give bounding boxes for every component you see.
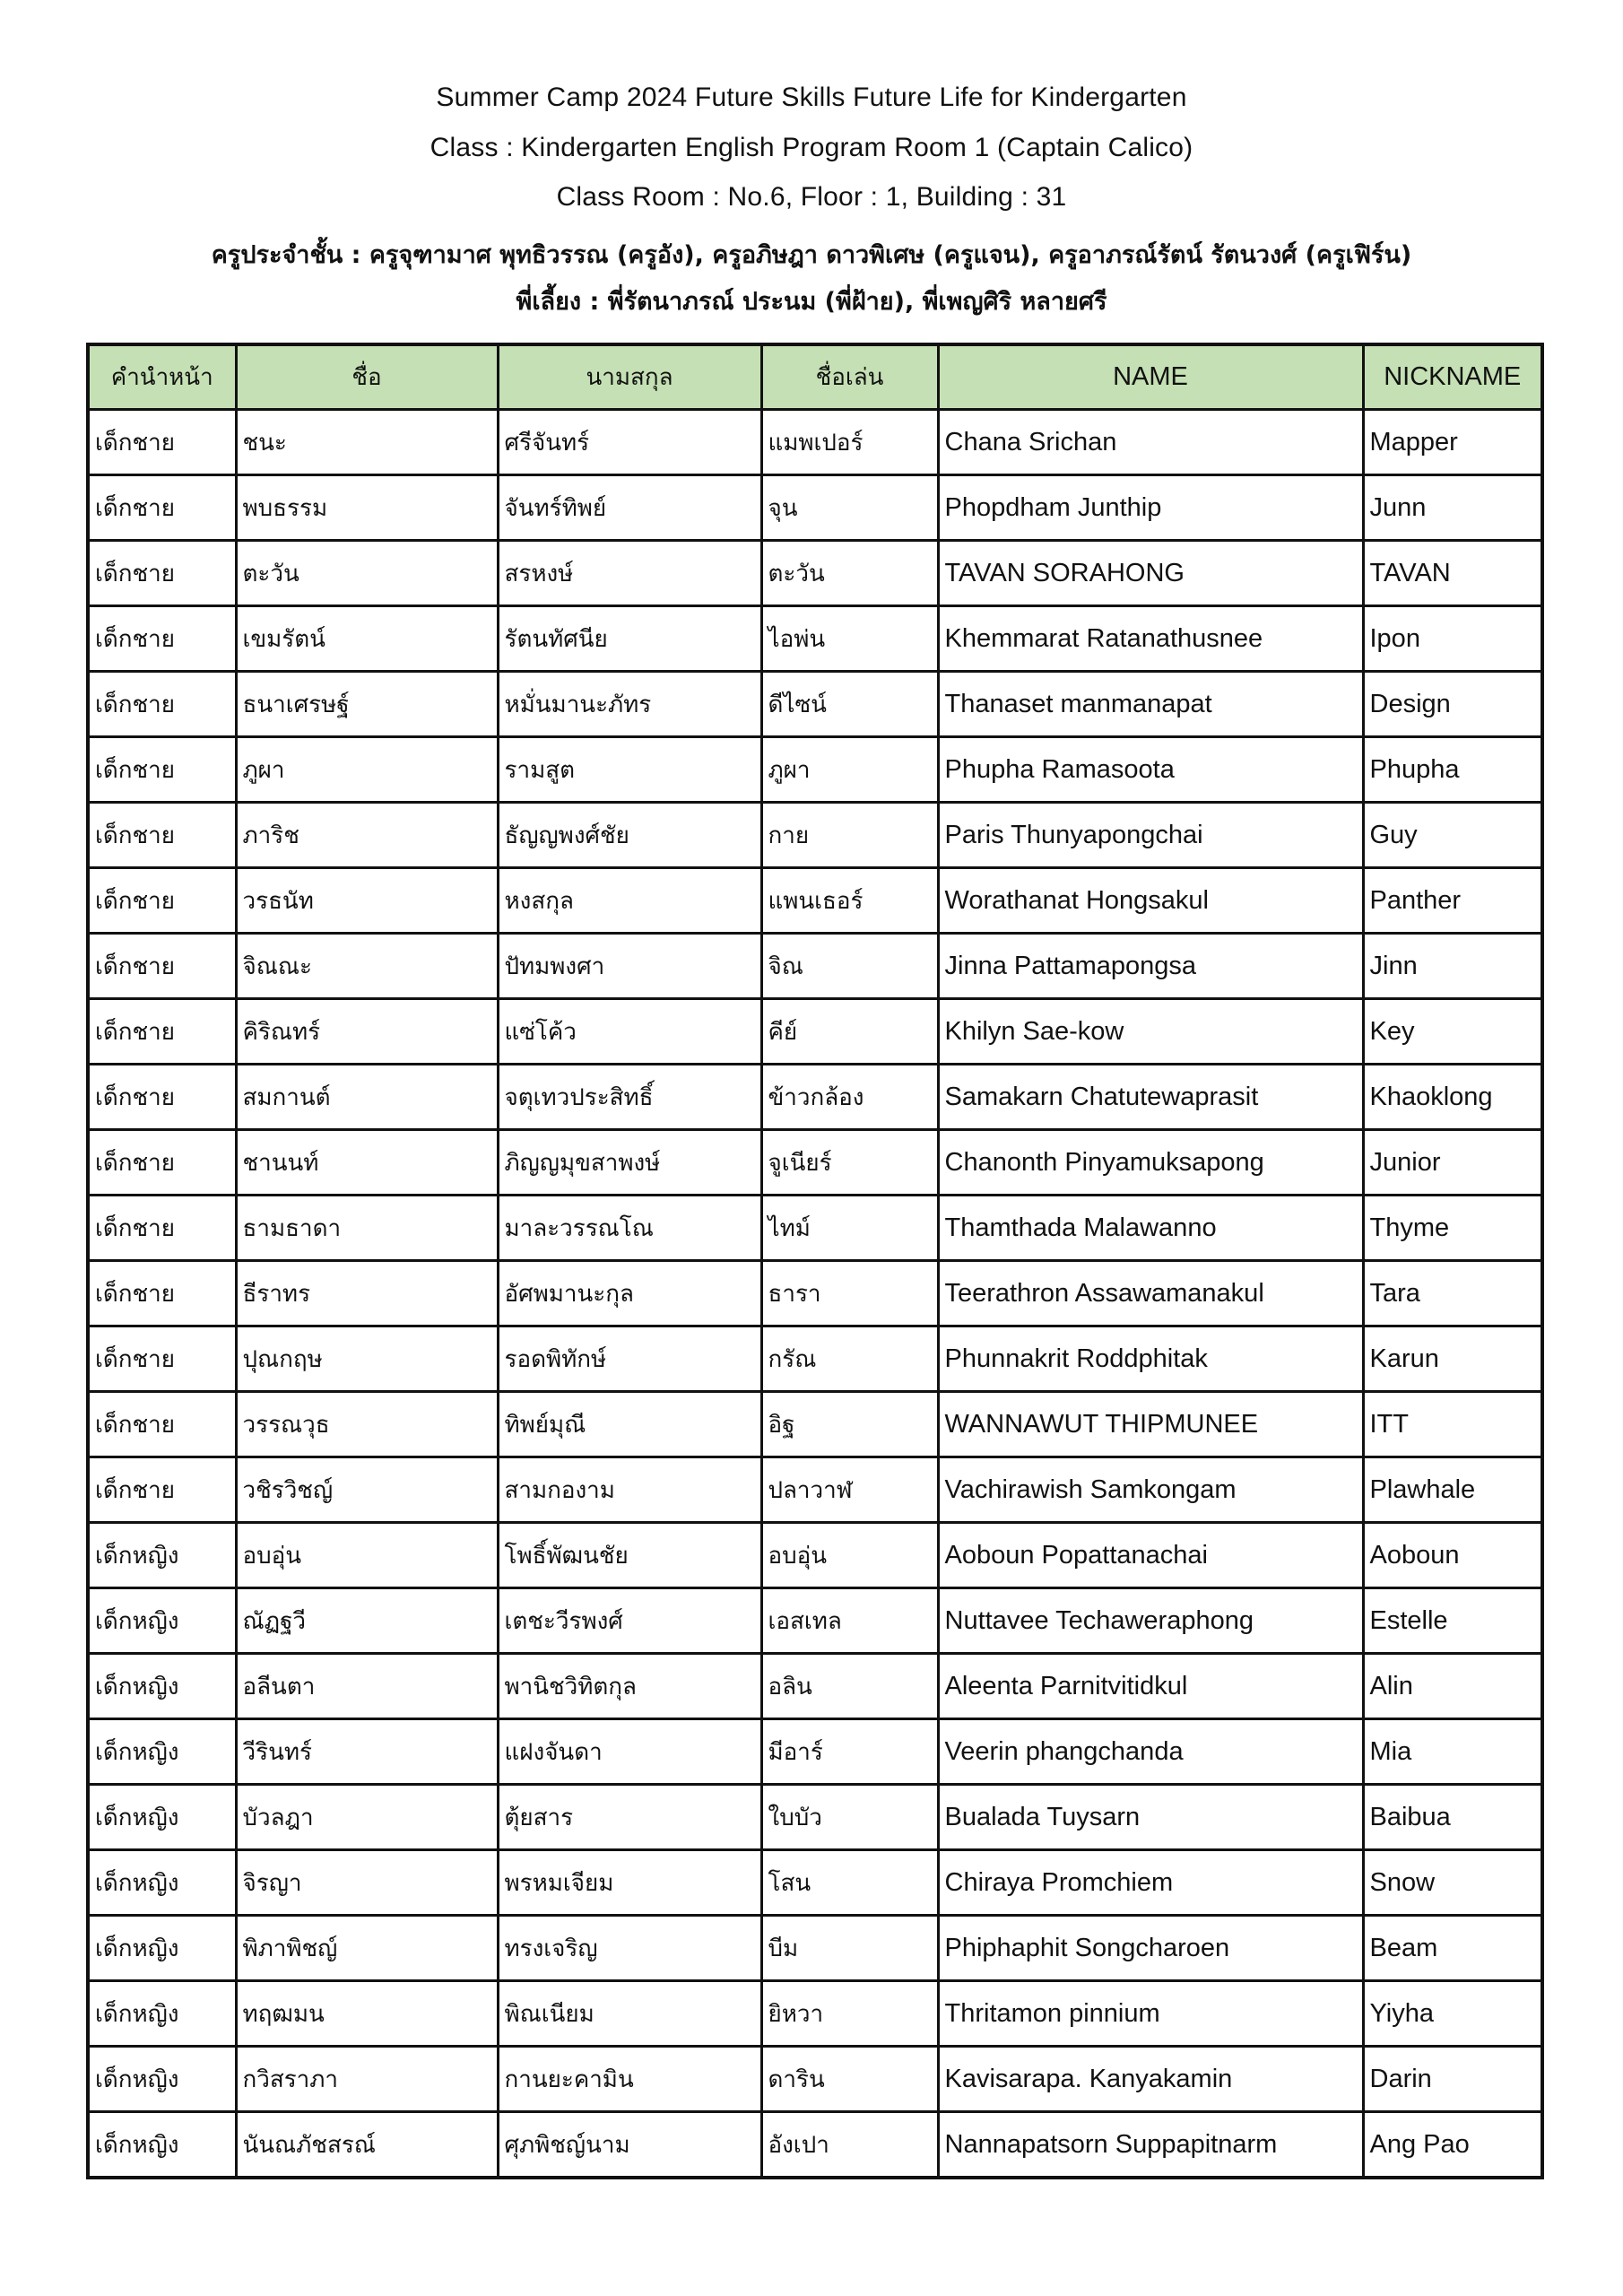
cell-nickname: Mapper	[1363, 410, 1542, 475]
table-row	[88, 1196, 1542, 1261]
cell-surname: กานยะคามิน	[498, 2047, 761, 2112]
cell-prefix: เด็กหญิง	[88, 1850, 236, 1916]
cell-thai-nickname: ปลาวาฬ	[761, 1457, 938, 1523]
cell-name: Phupha Ramasoota	[938, 737, 1363, 803]
cell-surname: พิณเนียม	[498, 1981, 761, 2047]
cell-prefix: เด็กชาย	[88, 672, 236, 737]
cell-first-name: จิรญา	[236, 1850, 498, 1916]
cell-first-name: อลีนตา	[236, 1654, 498, 1719]
cell-nickname: Guy	[1363, 803, 1542, 868]
cell-nickname: Alin	[1363, 1654, 1542, 1719]
cell-nickname: TAVAN	[1363, 541, 1542, 606]
column-header-first-name: ชื่อ	[236, 344, 498, 410]
cell-prefix: เด็กชาย	[88, 1130, 236, 1196]
cell-surname: ตุ้ยสาร	[498, 1785, 761, 1850]
table-row	[88, 1719, 1542, 1785]
cell-name: Phunnakrit Roddphitak	[938, 1326, 1363, 1392]
cell-nickname: Ipon	[1363, 606, 1542, 672]
table-row	[88, 1588, 1542, 1654]
table-row	[88, 934, 1542, 999]
cell-surname: แซ่โค้ว	[498, 999, 761, 1065]
cell-prefix: เด็กหญิง	[88, 1523, 236, 1588]
cell-name: TAVAN SORAHONG	[938, 541, 1363, 606]
cell-surname: ทิพย์มุณี	[498, 1392, 761, 1457]
cell-first-name: ชานนท์	[236, 1130, 498, 1196]
cell-surname: พานิชวิทิตกุล	[498, 1654, 761, 1719]
cell-first-name: วีรินทร์	[236, 1719, 498, 1785]
cell-surname: ภิญญมุขสาพงษ์	[498, 1130, 761, 1196]
cell-surname: รามสูต	[498, 737, 761, 803]
cell-first-name: นันณภัชสรณ์	[236, 2112, 498, 2179]
cell-nickname: Khaoklong	[1363, 1065, 1542, 1130]
cell-name: Chana Srichan	[938, 410, 1363, 475]
cell-first-name: วรธนัท	[236, 868, 498, 934]
cell-name: WANNAWUT THIPMUNEE	[938, 1392, 1363, 1457]
cell-name: Kavisarapa. Kanyakamin	[938, 2047, 1363, 2112]
cell-thai-nickname: จุน	[761, 475, 938, 541]
cell-name: Thamthada Malawanno	[938, 1196, 1363, 1261]
cell-first-name: คิริณทร์	[236, 999, 498, 1065]
table-row	[88, 672, 1542, 737]
cell-thai-nickname: จูเนียร์	[761, 1130, 938, 1196]
classroom-line: Class Room : No.6, Floor : 1, Building : 31	[556, 182, 1067, 212]
cell-surname: หมั่นมานะภัทร	[498, 672, 761, 737]
table-row	[88, 803, 1542, 868]
homeroom-teachers-line: ครูประจำชั้น : ครูจุฑามาศ พุทธิวรรณ (ครูอัง), ครูอภิษฎา ดาวพิเศษ (ครูแจน), ครูอาภรณ์รัตน์ รัตนวงศ์ (ครูเฟิร์น)	[211, 241, 1412, 269]
cell-prefix: เด็กหญิง	[88, 1654, 236, 1719]
table-row	[88, 868, 1542, 934]
cell-thai-nickname: บีม	[761, 1916, 938, 1981]
cell-surname: สรหงษ์	[498, 541, 761, 606]
cell-nickname: Darin	[1363, 2047, 1542, 2112]
cell-nickname: Junn	[1363, 475, 1542, 541]
cell-thai-nickname: ข้าวกล้อง	[761, 1065, 938, 1130]
cell-thai-nickname: อบอุ่น	[761, 1523, 938, 1588]
cell-name: Khilyn Sae-kow	[938, 999, 1363, 1065]
cell-nickname: Aoboun	[1363, 1523, 1542, 1588]
cell-thai-nickname: ธารา	[761, 1261, 938, 1326]
column-header-nickname: NICKNAME	[1363, 344, 1542, 410]
cell-surname: จตุเทวประสิทธิ์	[498, 1065, 761, 1130]
cell-prefix: เด็กชาย	[88, 1261, 236, 1326]
cell-nickname: Plawhale	[1363, 1457, 1542, 1523]
cell-prefix: เด็กหญิง	[88, 1588, 236, 1654]
cell-prefix: เด็กชาย	[88, 410, 236, 475]
cell-prefix: เด็กชาย	[88, 541, 236, 606]
cell-nickname: Beam	[1363, 1916, 1542, 1981]
cell-prefix: เด็กชาย	[88, 1196, 236, 1261]
cell-thai-nickname: ไอพ่น	[761, 606, 938, 672]
cell-name: Jinna Pattamapongsa	[938, 934, 1363, 999]
cell-thai-nickname: แพนเธอร์	[761, 868, 938, 934]
cell-thai-nickname: อังเปา	[761, 2112, 938, 2179]
cell-thai-nickname: อลิน	[761, 1654, 938, 1719]
table-row	[88, 1850, 1542, 1916]
table-row	[88, 541, 1542, 606]
cell-surname: จันทร์ทิพย์	[498, 475, 761, 541]
cell-first-name: สมกานต์	[236, 1065, 498, 1130]
cell-nickname: Yiyha	[1363, 1981, 1542, 2047]
cell-prefix: เด็กหญิง	[88, 1785, 236, 1850]
table-row	[88, 1065, 1542, 1130]
cell-first-name: จิณณะ	[236, 934, 498, 999]
cell-name: Aoboun Popattanachai	[938, 1523, 1363, 1588]
cell-surname: รอดพิทักษ์	[498, 1326, 761, 1392]
table-row	[88, 1785, 1542, 1850]
cell-prefix: เด็กชาย	[88, 999, 236, 1065]
cell-thai-nickname: แมพเปอร์	[761, 410, 938, 475]
table-row	[88, 410, 1542, 475]
table-row	[88, 606, 1542, 672]
table-row	[88, 1654, 1542, 1719]
cell-first-name: ปุณกฤษ	[236, 1326, 498, 1392]
table-row	[88, 1916, 1542, 1981]
cell-thai-nickname: คีย์	[761, 999, 938, 1065]
cell-first-name: เขมรัตน์	[236, 606, 498, 672]
cell-prefix: เด็กชาย	[88, 868, 236, 934]
cell-thai-nickname: อิฐ	[761, 1392, 938, 1457]
cell-first-name: ชนะ	[236, 410, 498, 475]
cell-prefix: เด็กชาย	[88, 1326, 236, 1392]
cell-first-name: ณัฏฐวี	[236, 1588, 498, 1654]
cell-prefix: เด็กชาย	[88, 606, 236, 672]
cell-nickname: Key	[1363, 999, 1542, 1065]
cell-first-name: วชิรวิชญ์	[236, 1457, 498, 1523]
table-row	[88, 1981, 1542, 2047]
cell-thai-nickname: โสน	[761, 1850, 938, 1916]
cell-nickname: Design	[1363, 672, 1542, 737]
cell-thai-nickname: มีอาร์	[761, 1719, 938, 1785]
cell-surname: ทรงเจริญ	[498, 1916, 761, 1981]
table-row	[88, 737, 1542, 803]
student-roster-table	[86, 343, 1544, 2179]
cell-nickname: Snow	[1363, 1850, 1542, 1916]
cell-name: Worathanat Hongsakul	[938, 868, 1363, 934]
cell-thai-nickname: จิณ	[761, 934, 938, 999]
cell-nickname: Ang Pao	[1363, 2112, 1542, 2179]
cell-thai-nickname: ยิหวา	[761, 1981, 938, 2047]
column-header-surname: นามสกุล	[498, 344, 761, 410]
cell-nickname: Baibua	[1363, 1785, 1542, 1850]
table-row	[88, 1261, 1542, 1326]
cell-first-name: ตะวัน	[236, 541, 498, 606]
table-row	[88, 475, 1542, 541]
cell-surname: หงสกุล	[498, 868, 761, 934]
cell-name: Teerathron Assawamanakul	[938, 1261, 1363, 1326]
table-row	[88, 1523, 1542, 1588]
cell-name: Chanonth Pinyamuksapong	[938, 1130, 1363, 1196]
cell-name: Veerin phangchanda	[938, 1719, 1363, 1785]
cell-surname: ปัทมพงศา	[498, 934, 761, 999]
cell-first-name: บัวลฎา	[236, 1785, 498, 1850]
cell-prefix: เด็กหญิง	[88, 2047, 236, 2112]
cell-prefix: เด็กชาย	[88, 1392, 236, 1457]
cell-thai-nickname: เอสเทล	[761, 1588, 938, 1654]
column-header-thai-nickname: ชื่อเล่น	[761, 344, 938, 410]
cell-prefix: เด็กหญิง	[88, 1916, 236, 1981]
table-row	[88, 2047, 1542, 2112]
document-title: Summer Camp 2024 Future Skills Future Life for Kindergarten	[436, 83, 1187, 112]
table-row	[88, 1326, 1542, 1392]
table-header-row	[88, 344, 1542, 410]
cell-prefix: เด็กชาย	[88, 1065, 236, 1130]
column-header-name: NAME	[938, 344, 1363, 410]
cell-name: Phiphaphit Songcharoen	[938, 1916, 1363, 1981]
cell-name: Thritamon pinnium	[938, 1981, 1363, 2047]
cell-surname: โพธิ์พัฒนชัย	[498, 1523, 761, 1588]
cell-prefix: เด็กชาย	[88, 1457, 236, 1523]
cell-thai-nickname: ไทม์	[761, 1196, 938, 1261]
table-row	[88, 2112, 1542, 2179]
cell-name: Phopdham Junthip	[938, 475, 1363, 541]
cell-surname: ธัญญพงศ์ชัย	[498, 803, 761, 868]
cell-first-name: วรรณวุธ	[236, 1392, 498, 1457]
cell-surname: พรหมเจียม	[498, 1850, 761, 1916]
cell-nickname: Karun	[1363, 1326, 1542, 1392]
cell-nickname: Jinn	[1363, 934, 1542, 999]
cell-name: Nuttavee Techaweraphong	[938, 1588, 1363, 1654]
cell-nickname: ITT	[1363, 1392, 1542, 1457]
cell-prefix: เด็กชาย	[88, 803, 236, 868]
cell-name: Khemmarat Ratanathusnee	[938, 606, 1363, 672]
cell-prefix: เด็กชาย	[88, 737, 236, 803]
cell-surname: รัตนทัศนีย	[498, 606, 761, 672]
cell-surname: ศรีจันทร์	[498, 410, 761, 475]
cell-thai-nickname: ตะวัน	[761, 541, 938, 606]
cell-prefix: เด็กหญิง	[88, 2112, 236, 2179]
cell-name: Bualada Tuysarn	[938, 1785, 1363, 1850]
cell-first-name: พบธรรม	[236, 475, 498, 541]
cell-first-name: ทฤฒมน	[236, 1981, 498, 2047]
cell-surname: มาละวรรณโณ	[498, 1196, 761, 1261]
cell-surname: เตชะวีรพงศ์	[498, 1588, 761, 1654]
cell-thai-nickname: กาย	[761, 803, 938, 868]
cell-first-name: ภาริช	[236, 803, 498, 868]
cell-name: Paris Thunyapongchai	[938, 803, 1363, 868]
cell-name: Thanaset manmanapat	[938, 672, 1363, 737]
cell-surname: แฝงจันดา	[498, 1719, 761, 1785]
cell-first-name: กวิสราภา	[236, 2047, 498, 2112]
cell-prefix: เด็กชาย	[88, 475, 236, 541]
cell-nickname: Estelle	[1363, 1588, 1542, 1654]
cell-surname: ศุภพิชญ์นาม	[498, 2112, 761, 2179]
table-row	[88, 1130, 1542, 1196]
column-header-prefix: คำนำหน้า	[88, 344, 236, 410]
cell-first-name: ธนาเศรษฐ์	[236, 672, 498, 737]
cell-first-name: พิภาพิชญ์	[236, 1916, 498, 1981]
cell-surname: สามกองาม	[498, 1457, 761, 1523]
cell-first-name: ธามธาดา	[236, 1196, 498, 1261]
cell-nickname: Tara	[1363, 1261, 1542, 1326]
cell-name: Samakarn Chatutewaprasit	[938, 1065, 1363, 1130]
cell-nickname: Thyme	[1363, 1196, 1542, 1261]
cell-name: Chiraya Promchiem	[938, 1850, 1363, 1916]
cell-first-name: ธีราทร	[236, 1261, 498, 1326]
cell-first-name: ภูผา	[236, 737, 498, 803]
cell-nickname: Panther	[1363, 868, 1542, 934]
cell-prefix: เด็กหญิง	[88, 1981, 236, 2047]
table-body	[88, 410, 1542, 2179]
table-row	[88, 1392, 1542, 1457]
table-row	[88, 999, 1542, 1065]
cell-prefix: เด็กหญิง	[88, 1719, 236, 1785]
cell-thai-nickname: ดาริน	[761, 2047, 938, 2112]
cell-thai-nickname: ดีไซน์	[761, 672, 938, 737]
cell-surname: อัศพมานะกุล	[498, 1261, 761, 1326]
cell-thai-nickname: ภูผา	[761, 737, 938, 803]
cell-prefix: เด็กชาย	[88, 934, 236, 999]
cell-nickname: Junior	[1363, 1130, 1542, 1196]
cell-name: Nannapatsorn Suppapitnarm	[938, 2112, 1363, 2179]
class-line: Class : Kindergarten English Program Room 1 (Captain Calico)	[430, 133, 1193, 162]
cell-name: Aleenta Parnitvitidkul	[938, 1654, 1363, 1719]
cell-thai-nickname: กรัณ	[761, 1326, 938, 1392]
cell-nickname: Phupha	[1363, 737, 1542, 803]
cell-first-name: อบอุ่น	[236, 1523, 498, 1588]
table-row	[88, 1457, 1542, 1523]
cell-nickname: Mia	[1363, 1719, 1542, 1785]
cell-name: Vachirawish Samkongam	[938, 1457, 1363, 1523]
caretakers-line: พี่เลี้ยง : พี่รัตนาภรณ์ ประนม (พี่ฝ้าย), พี่เพญศิริ หลายศรี	[516, 288, 1107, 316]
cell-thai-nickname: ใบบัว	[761, 1785, 938, 1850]
